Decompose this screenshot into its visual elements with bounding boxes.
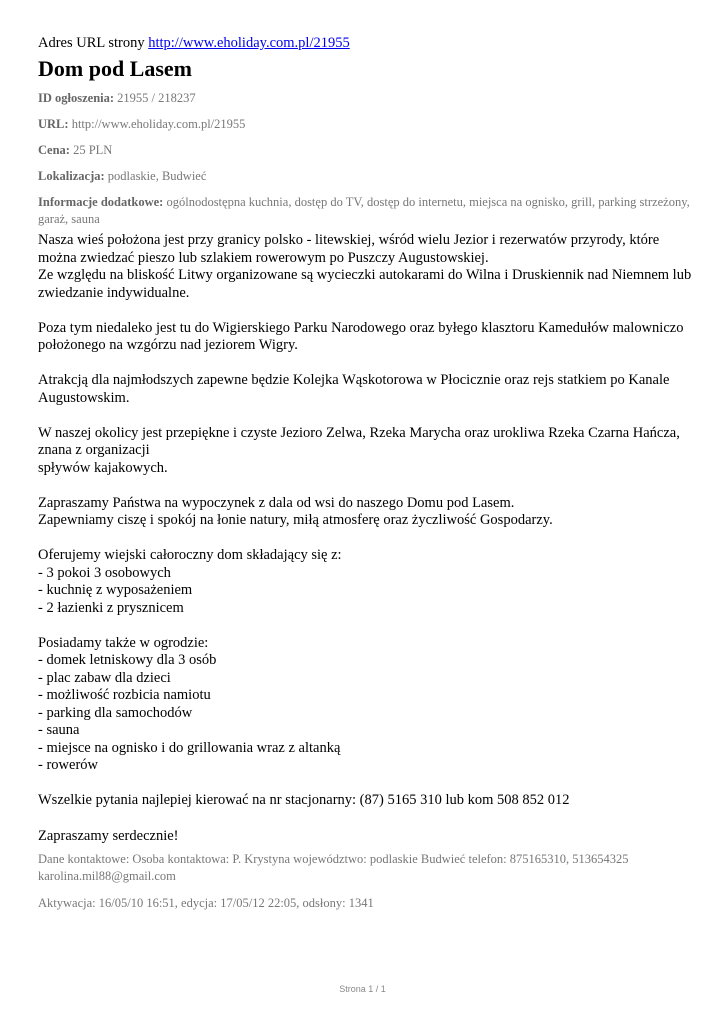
listing-price [38,142,698,159]
description-line: Zapewniamy ciszę i spokój na łonie natury, miłą atmosferę oraz życzliwość Gospodarzy. [38,512,553,528]
description-line: - 3 pokoi 3 osobowych [38,564,171,581]
description-line: - kuchnię z wyposażeniem [38,582,193,598]
listing-url-label: URL: [38,117,69,131]
description-line: Wszelkie pytania najlepiej kierować na nr stacjonarny: (87) 5165 310 lub kom 508 852 012 [38,792,570,808]
description-line: Ze względu na bliskość Litwy organizowane są wycieczki autokarami do Wilna i Druskiennik nad Niemnem lub zwiedzanie indywidualne. [38,267,692,301]
description-line: - sauna [38,722,80,738]
description-paragraph [38,495,698,530]
listing-extra-info-label: Informacje dodatkowe: [38,195,164,209]
listing-price-value: 25 PLN [73,143,113,157]
description-line: spływów kajakowych. [38,459,168,476]
listing-extra-info [38,194,698,228]
description-paragraph [38,372,698,407]
listing-location-label: Lokalizacja: [38,169,105,183]
document-page [38,34,698,922]
description-line: Atrakcją dla najmłodszych zapewne będzie Kolejka Wąskotorowa w Płocicznie oraz rejs statkiem po Kanale Augustowskim. [38,372,670,406]
url-prefix: Adres URL strony [38,35,145,51]
description-paragraph [38,320,698,355]
listing-location-value: podlaskie, Budwieć [107,169,207,183]
description-paragraph [38,547,698,617]
description-line: - plac zabaw dla dzieci [38,669,171,686]
listing-url-value: http://www.eholiday.com.pl/21955 [71,117,246,131]
description-paragraph [38,425,698,478]
closing-line: Zapraszamy serdecznie! [38,828,179,844]
description-line: Posiadamy także w ogrodzie: [38,634,209,651]
activation-info: Aktywacja: 16/05/10 16:51, edycja: 17/05/12 22:05, odsłony: 1341 [38,896,374,910]
listing-id [38,90,698,107]
description-line: - możliwość rozbicia namiotu [38,687,211,703]
description-line: Nasza wieś położona jest przy granicy polsko - litewskiej, wśród wielu Jezior i rezerwatów przyrody, które można zwiedzać pieszo lub szlakiem rowerowym po Puszczy Augustowskiej. [38,232,660,266]
description-line: - miejsce na ognisko i do grillowania wraz z altanką [38,739,341,756]
listing-url [38,116,698,133]
description-paragraph [38,635,698,775]
listing-location [38,168,698,185]
page-url-link[interactable]: http://www.eholiday.com.pl/21955 [148,35,350,51]
description-line: Poza tym niedaleko jest tu do Wigierskiego Parku Narodowego oraz byłego klasztoru Kamedułów malowniczo położonego na wzgórzu nad jeziorem Wigry. [38,319,684,353]
description-line: - 2 łazienki z prysznicem [38,599,184,616]
description-line: - parking dla samochodów [38,704,193,721]
description-paragraph [38,232,698,302]
listing-price-label: Cena: [38,143,70,157]
description-line: Zapraszamy Państwa na wypoczynek z dala od wsi do naszego Domu pod Lasem. [38,494,515,511]
page-url-line [38,34,698,52]
contact-details: Dane kontaktowe: Osoba kontaktowa: P. Krystyna województwo: podlaskie Budwieć telefon: 875165310, 513654325 karolina.mil88@gmail.com [38,852,629,883]
page-footer: Strona 1 / 1 [339,984,386,994]
description-paragraph [38,792,698,810]
description-body [38,232,698,810]
description-line: - domek letniskowy dla 3 osób [38,652,217,668]
listing-id-value: 21955 / 218237 [117,91,196,105]
description-line: Oferujemy wiejski całoroczny dom składający się z: [38,547,342,563]
listing-extra-info-value: ogólnodostępna kuchnia, dostęp do TV, dostęp do internetu, miejsca na ognisko, grill, parking strzeżony, garaż, sauna [38,195,690,226]
description-line: - rowerów [38,757,98,773]
listing-id-label: ID ogłoszenia: [38,91,115,105]
page-title: Dom pod Lasem [38,56,193,81]
description-line: W naszej okolicy jest przepiękne i czyste Jezioro Zelwa, Rzeka Marycha oraz urokliwa Rzeka Czarna Hańcza, znana z organizacji [38,424,680,458]
